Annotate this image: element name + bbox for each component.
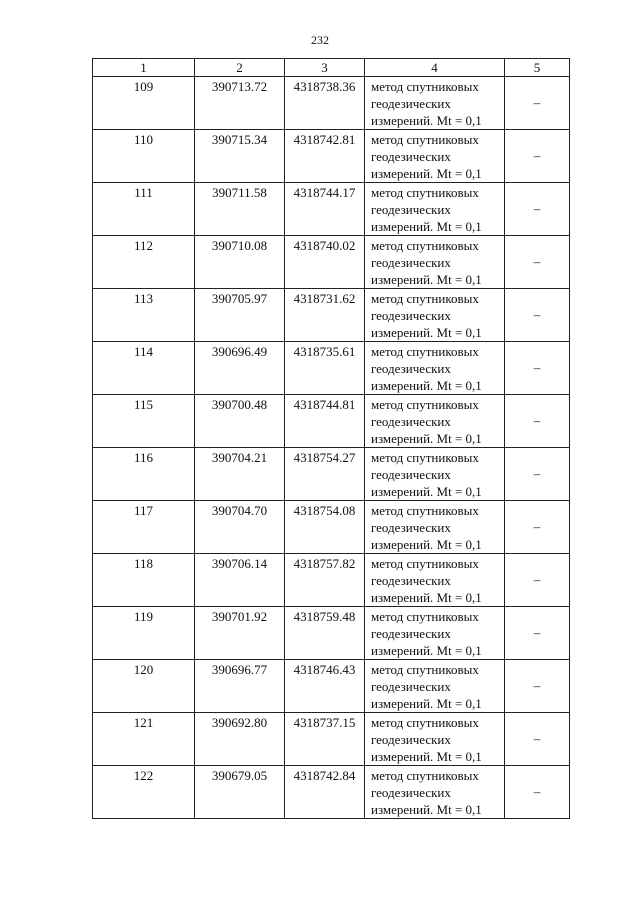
col5-value: – (505, 77, 570, 130)
point-number: 119 (93, 607, 195, 660)
col5-value: – (505, 289, 570, 342)
method-line-2: геодезических (371, 626, 451, 641)
method-line-3: измерений. Mt = 0,1 (371, 272, 482, 287)
method-description (365, 554, 505, 607)
method-line-1: метод спутниковых (371, 79, 479, 94)
table-row (93, 501, 570, 554)
col5-value: – (505, 660, 570, 713)
method-line-1: метод спутниковых (371, 662, 479, 677)
coord-y: 4318738.36 (285, 77, 365, 130)
method-line-1: метод спутниковых (371, 238, 479, 253)
coord-x: 390710.08 (195, 236, 285, 289)
point-number: 117 (93, 501, 195, 554)
method-description (365, 183, 505, 236)
method-description (365, 713, 505, 766)
header-col-4: 4 (365, 59, 505, 77)
coord-x: 390700.48 (195, 395, 285, 448)
method-line-3: измерений. Mt = 0,1 (371, 696, 482, 711)
coord-x: 390692.80 (195, 713, 285, 766)
coord-x: 390696.77 (195, 660, 285, 713)
table-row (93, 660, 570, 713)
method-line-3: измерений. Mt = 0,1 (371, 590, 482, 605)
coord-y: 4318735.61 (285, 342, 365, 395)
method-description (365, 766, 505, 819)
page-number: 232 (311, 33, 329, 47)
method-line-2: геодезических (371, 149, 451, 164)
coord-x: 390715.34 (195, 130, 285, 183)
coord-y: 4318744.17 (285, 183, 365, 236)
col5-value: – (505, 395, 570, 448)
col5-value: – (505, 501, 570, 554)
method-line-2: геодезических (371, 520, 451, 535)
method-line-3: измерений. Mt = 0,1 (371, 643, 482, 658)
method-description (365, 236, 505, 289)
method-line-1: метод спутниковых (371, 715, 479, 730)
coord-x: 390711.58 (195, 183, 285, 236)
point-number: 110 (93, 130, 195, 183)
point-number: 109 (93, 77, 195, 130)
method-line-3: измерений. Mt = 0,1 (371, 378, 482, 393)
method-line-1: метод спутниковых (371, 503, 479, 518)
coordinates-table (92, 58, 570, 819)
table-row (93, 395, 570, 448)
coord-y: 4318759.48 (285, 607, 365, 660)
table-row (93, 130, 570, 183)
table-row (93, 554, 570, 607)
table-row (93, 448, 570, 501)
coord-x: 390706.14 (195, 554, 285, 607)
point-number: 121 (93, 713, 195, 766)
method-line-2: геодезических (371, 308, 451, 323)
col5-value: – (505, 607, 570, 660)
col5-value: – (505, 130, 570, 183)
method-line-3: измерений. Mt = 0,1 (371, 325, 482, 340)
method-line-3: измерений. Mt = 0,1 (371, 802, 482, 817)
col5-value: – (505, 448, 570, 501)
coord-x: 390713.72 (195, 77, 285, 130)
coord-y: 4318757.82 (285, 554, 365, 607)
col5-value: – (505, 236, 570, 289)
method-description (365, 130, 505, 183)
table-body (93, 77, 570, 819)
coord-y: 4318744.81 (285, 395, 365, 448)
method-line-1: метод спутниковых (371, 185, 479, 200)
table-row (93, 183, 570, 236)
table-header-row (93, 59, 570, 77)
col5-value: – (505, 713, 570, 766)
method-line-2: геодезических (371, 202, 451, 217)
header-col-2: 2 (195, 59, 285, 77)
method-line-2: геодезических (371, 679, 451, 694)
method-line-2: геодезических (371, 467, 451, 482)
table-row (93, 713, 570, 766)
coord-x: 390705.97 (195, 289, 285, 342)
point-number: 116 (93, 448, 195, 501)
method-line-1: метод спутниковых (371, 556, 479, 571)
header-col-1: 1 (93, 59, 195, 77)
method-line-2: геодезических (371, 785, 451, 800)
coord-y: 4318742.81 (285, 130, 365, 183)
table-row (93, 236, 570, 289)
coord-x: 390701.92 (195, 607, 285, 660)
point-number: 113 (93, 289, 195, 342)
method-line-2: геодезических (371, 414, 451, 429)
method-line-3: измерений. Mt = 0,1 (371, 166, 482, 181)
table-row (93, 289, 570, 342)
method-line-1: метод спутниковых (371, 397, 479, 412)
coord-x: 390704.21 (195, 448, 285, 501)
method-line-2: геодезических (371, 255, 451, 270)
method-line-1: метод спутниковых (371, 132, 479, 147)
method-line-3: измерений. Mt = 0,1 (371, 431, 482, 446)
table-row (93, 342, 570, 395)
header-col-3: 3 (285, 59, 365, 77)
col5-value: – (505, 554, 570, 607)
table-row (93, 607, 570, 660)
method-line-1: метод спутниковых (371, 768, 479, 783)
method-line-1: метод спутниковых (371, 344, 479, 359)
method-description (365, 342, 505, 395)
method-description (365, 660, 505, 713)
table-row (93, 77, 570, 130)
coord-y: 4318737.15 (285, 713, 365, 766)
method-line-3: измерений. Mt = 0,1 (371, 484, 482, 499)
col5-value: – (505, 342, 570, 395)
point-number: 114 (93, 342, 195, 395)
method-description (365, 607, 505, 660)
col5-value: – (505, 183, 570, 236)
point-number: 111 (93, 183, 195, 236)
coord-y: 4318754.27 (285, 448, 365, 501)
coord-y: 4318740.02 (285, 236, 365, 289)
method-line-3: измерений. Mt = 0,1 (371, 219, 482, 234)
point-number: 112 (93, 236, 195, 289)
method-line-1: метод спутниковых (371, 450, 479, 465)
point-number: 122 (93, 766, 195, 819)
method-line-3: измерений. Mt = 0,1 (371, 749, 482, 764)
method-line-3: измерений. Mt = 0,1 (371, 113, 482, 128)
point-number: 120 (93, 660, 195, 713)
point-number: 115 (93, 395, 195, 448)
method-description (365, 501, 505, 554)
table-row (93, 766, 570, 819)
method-description (365, 395, 505, 448)
coord-y: 4318754.08 (285, 501, 365, 554)
coord-x: 390704.70 (195, 501, 285, 554)
method-line-2: геодезических (371, 361, 451, 376)
method-line-2: геодезических (371, 573, 451, 588)
col5-value: – (505, 766, 570, 819)
method-description (365, 289, 505, 342)
method-line-3: измерений. Mt = 0,1 (371, 537, 482, 552)
method-line-2: геодезических (371, 732, 451, 747)
method-line-1: метод спутниковых (371, 609, 479, 624)
method-description (365, 77, 505, 130)
method-description (365, 448, 505, 501)
coord-y: 4318731.62 (285, 289, 365, 342)
method-line-2: геодезических (371, 96, 451, 111)
coord-x: 390679.05 (195, 766, 285, 819)
point-number: 118 (93, 554, 195, 607)
header-col-5: 5 (505, 59, 570, 77)
method-line-1: метод спутниковых (371, 291, 479, 306)
coord-y: 4318746.43 (285, 660, 365, 713)
coord-x: 390696.49 (195, 342, 285, 395)
coord-y: 4318742.84 (285, 766, 365, 819)
